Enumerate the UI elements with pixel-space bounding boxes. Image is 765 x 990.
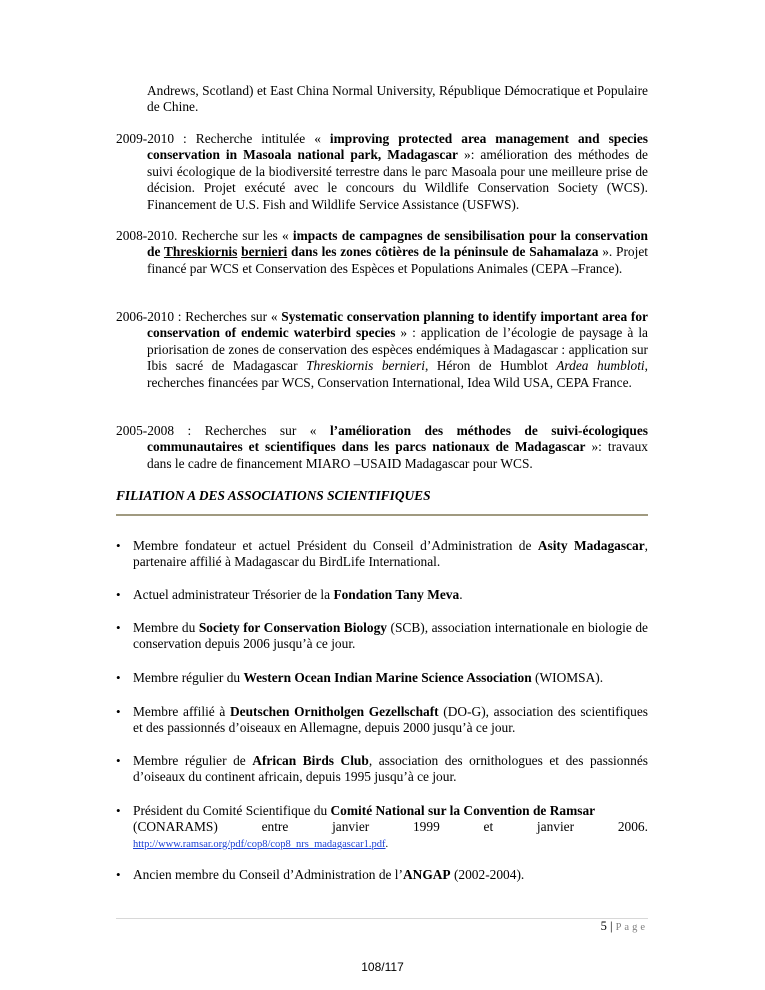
bullet-icon: •: [116, 753, 121, 768]
item-text: Membre affilié à: [133, 704, 230, 719]
entry-date: 2009-2010 :: [116, 131, 187, 146]
item-word: 2006.: [617, 819, 648, 835]
entry-description: »: amélioration des méthodes de suivi écologique de la biodiversité terrestre dans le parc Masoala pour une meilleure prise de décision. Projet exécuté avec le concours du Wildlife Conservation Society (WCS). Financement de U.S. Fish and Wildlife Service Assistance (USFWS).: [147, 147, 648, 212]
bullet-icon: •: [116, 620, 121, 635]
organization-name: Western Ocean Indian Marine Science Association: [243, 670, 532, 685]
item-word: entre: [261, 819, 289, 835]
item-text: .: [385, 838, 389, 850]
bullet-icon: •: [116, 587, 121, 602]
item-text: (2002-2004).: [450, 867, 525, 882]
entry-intro: Recherche sur les «: [177, 228, 293, 243]
footer-divider: [116, 918, 648, 919]
organization-name: African Birds Club: [252, 753, 369, 768]
organization-name: Society for Conservation Biology: [198, 620, 387, 635]
item-word: janvier: [332, 819, 370, 835]
page-number: [601, 919, 648, 934]
item-text: Membre régulier de: [133, 753, 253, 768]
item-text: .: [459, 587, 463, 602]
item-text-line: [133, 819, 648, 835]
entry-title: l’amélioration des méthodes de suivi-écologiques communautaires et scientifiques dans les parcs nationaux de Madagascar: [147, 423, 648, 455]
entry-date: 2005-2008 :: [116, 423, 192, 438]
entry-title-part: impacts de campagnes de sensibilisation pour la conservation de: [147, 228, 648, 260]
list-item: [116, 670, 648, 686]
research-entry-2006: [116, 309, 648, 391]
item-text: , association des ornithologues et des passionnés d’oiseaux du continent africain, depuis 1995 jusqu’à ce jour.: [133, 753, 648, 785]
item-text: Membre du: [133, 620, 199, 635]
organization-name: Fondation Tany Meva: [333, 587, 460, 602]
item-word: (CONARAMS): [133, 819, 218, 835]
species-name: Ardea humbloti: [556, 358, 645, 374]
item-text: (DO-G), association des scientifiques et des passionnés d’oiseaux en Allemagne, depuis 2000 jusqu’à ce jour.: [133, 704, 649, 736]
item-text: Membre fondateur et actuel Président du Conseil d’Administration de: [133, 538, 538, 553]
entry-intro: Recherches sur «: [181, 309, 282, 324]
entry-description: » : application de l’écologie de paysage à la priorisation de zones de conservation des espèces endémiques à Madagascar : application sur Ibis sacré de Madagascar: [147, 325, 648, 374]
document-page-counter: 108/117: [361, 960, 404, 974]
species-name: bernieri: [241, 244, 288, 260]
entry-title: Systematic conservation planning to identify important area for conservation of endemic waterbird species: [147, 309, 648, 341]
bullet-icon: •: [116, 670, 121, 685]
genus-name: Threskiornis: [163, 244, 238, 260]
entry-date: 2008-2010.: [116, 228, 178, 243]
item-text: Président du Comité Scientifique du: [133, 803, 331, 818]
entry-intro: Recherche intitulée «: [186, 131, 330, 146]
list-item: [116, 753, 648, 786]
item-word: 1999: [412, 819, 440, 835]
section-divider: [116, 514, 648, 516]
list-item: [116, 867, 648, 883]
list-item: [116, 803, 648, 852]
item-text: Ancien membre du Conseil d’Administration de l’: [133, 867, 403, 882]
research-entry-2008: [116, 228, 648, 277]
research-entry-2005: [116, 423, 648, 472]
organization-name: ANGAP: [403, 867, 451, 882]
list-item: [116, 704, 648, 737]
item-word: janvier: [536, 819, 575, 835]
bullet-icon: •: [116, 538, 121, 553]
entry-continuation: [116, 83, 648, 116]
organization-name: Deutschen Ornitholgen Gezellschaft: [229, 704, 439, 719]
page-number-value: 5: [600, 919, 607, 933]
section-heading: FILIATION A DES ASSOCIATIONS SCIENTIFIQUES: [116, 488, 431, 503]
list-item: [116, 538, 648, 571]
entry-continuation-text: Andrews, Scotland) et East China Normal University, République Démocratique et Populaire de Chine.: [147, 83, 648, 115]
item-text: (WIOMSA).: [531, 670, 604, 685]
page-separator: |: [606, 919, 616, 933]
item-word: et: [483, 819, 494, 835]
organization-name: Comité National sur la Convention de Ramsar: [330, 803, 596, 818]
entry-description: »: travaux dans le cadre de financement MIARO –USAID Madagascar pour WCS.: [147, 439, 649, 471]
species-name: Threskiornis bernieri: [306, 358, 425, 374]
entry-intro: Recherches sur «: [191, 423, 330, 438]
page-word: Page: [615, 922, 648, 933]
entry-title-part: dans les zones côtières de la péninsule de Sahamalaza: [287, 244, 599, 260]
research-entry-2009: [116, 131, 648, 213]
item-text: Actuel administrateur Trésorier de la: [133, 587, 334, 602]
list-item: [116, 587, 648, 603]
item-text: Membre régulier du: [133, 670, 244, 685]
item-text: (SCB), association internationale en biologie de conservation depuis 2006 jusqu’à ce jour.: [133, 620, 649, 652]
bullet-icon: •: [116, 803, 121, 818]
item-text: , partenaire affilié à Madagascar du BirdLife International.: [133, 538, 648, 570]
bullet-icon: •: [116, 704, 121, 719]
ramsar-report-link[interactable]: http://www.ramsar.org/pdf/cop8/cop8_nrs_madagascar1.pdf: [133, 838, 386, 850]
entry-description: , Héron de Humblot: [425, 358, 557, 374]
list-item: [116, 620, 648, 653]
entry-description: ». Projet financé par WCS et Conservation des Espèces et Populations Animales (CEPA –France).: [147, 244, 648, 276]
bullet-icon: •: [116, 867, 121, 882]
entry-date: 2006-2010 :: [116, 309, 182, 324]
organization-name: Asity Madagascar: [537, 538, 645, 553]
entry-description: , recherches financées par WCS, Conservation International, Idea Wild USA, CEPA France.: [147, 358, 648, 390]
entry-title: improving protected area management and species conservation in Masoala national park, Madagascar: [147, 131, 648, 163]
